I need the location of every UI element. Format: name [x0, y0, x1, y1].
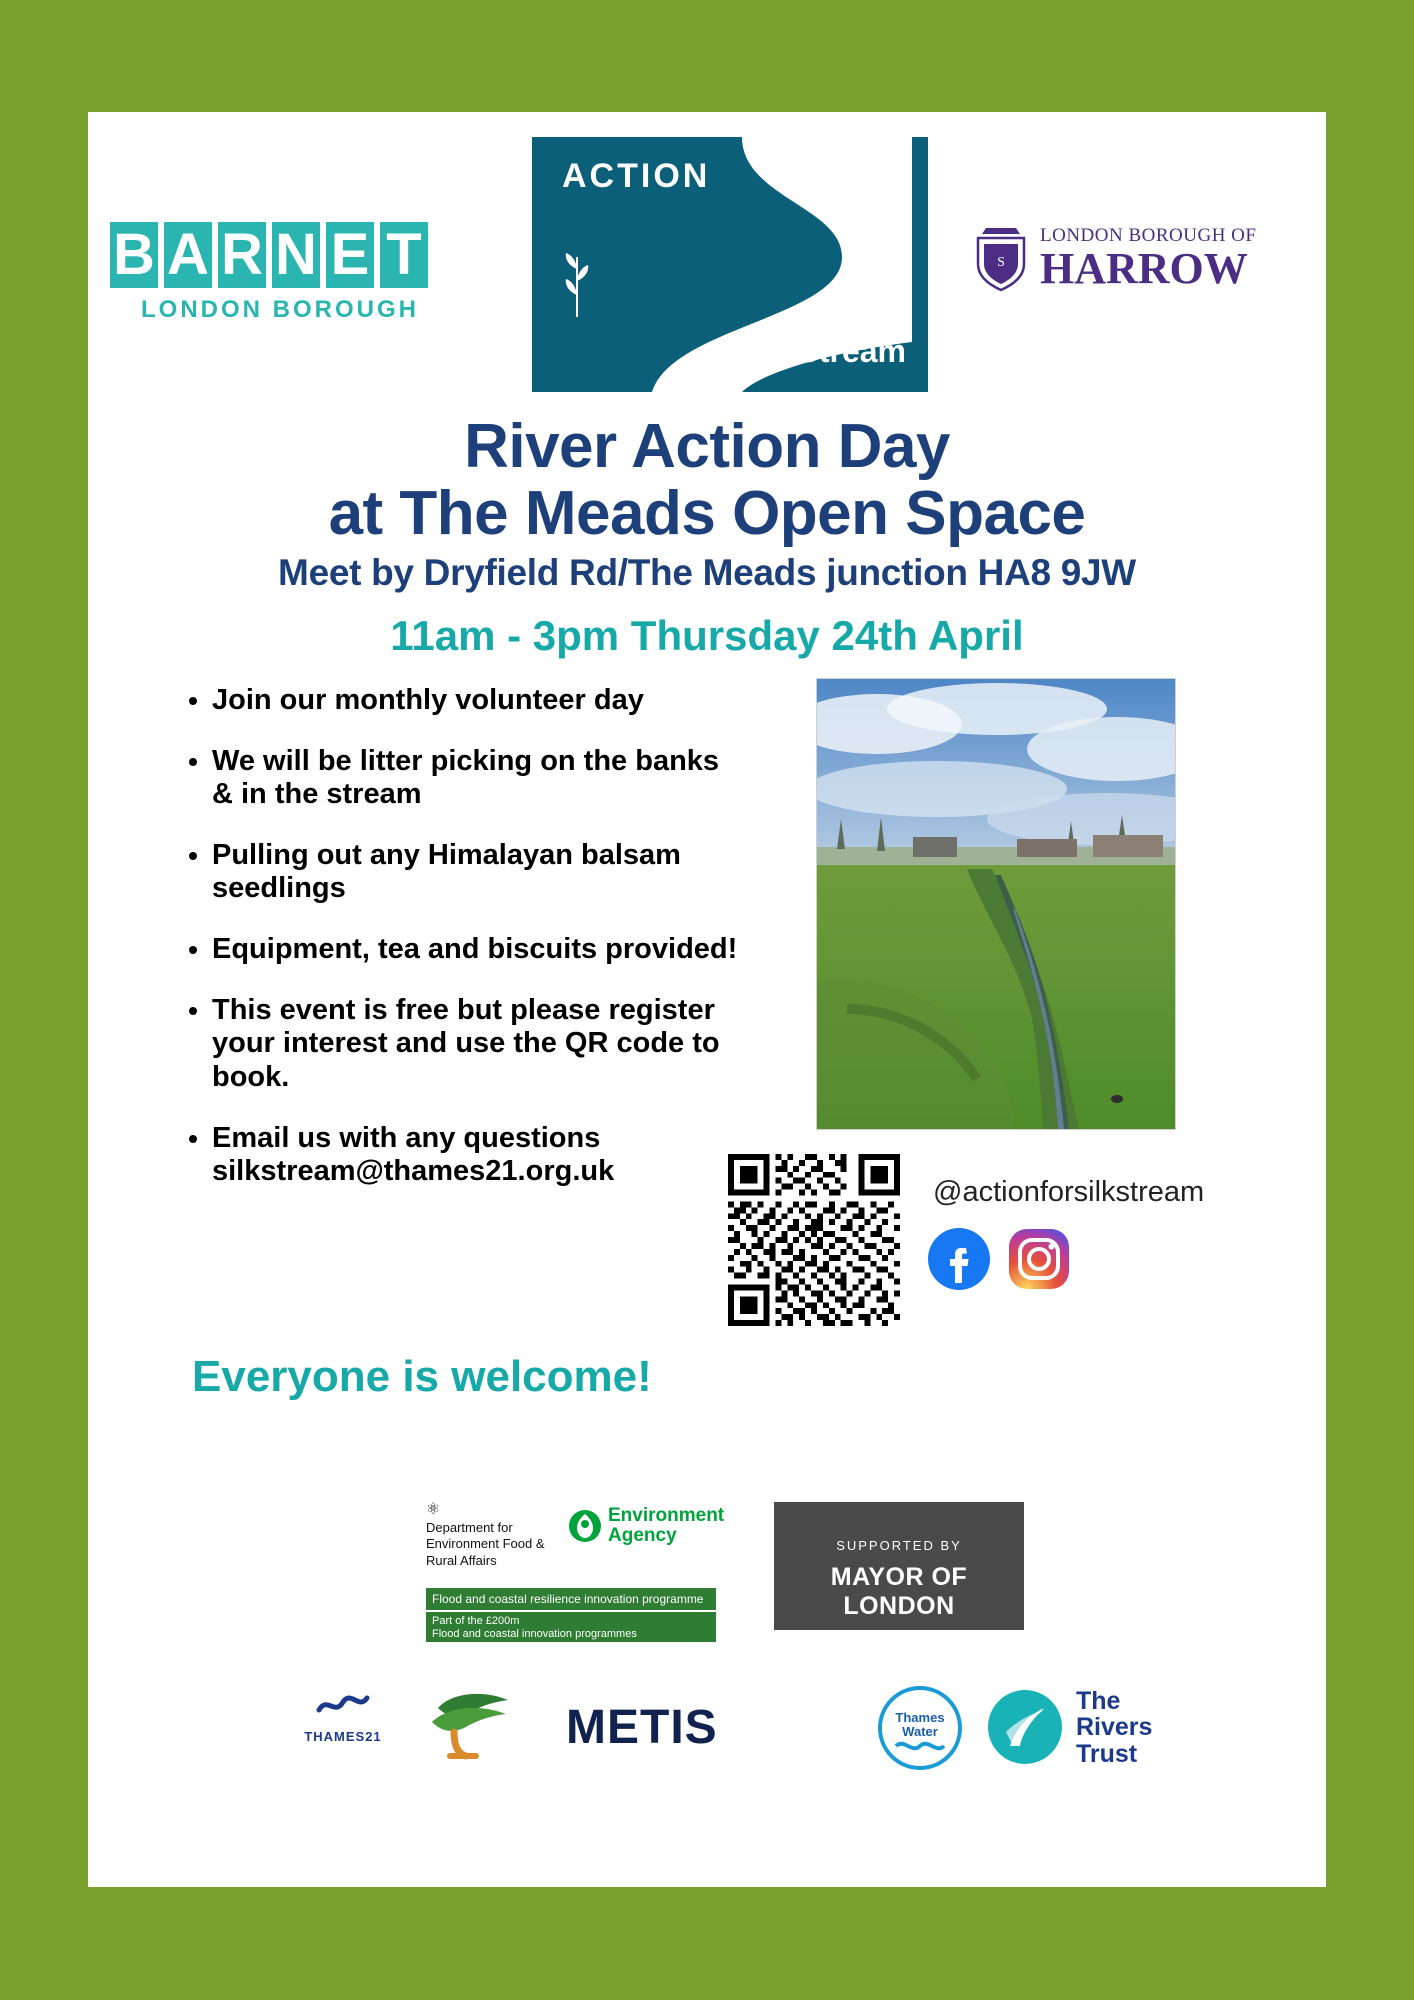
environment-agency-icon: [568, 1509, 602, 1543]
action-for-silk-stream-logo: [532, 137, 928, 392]
barnet-letter: A: [164, 222, 212, 288]
rivers-line3: Trust: [1076, 1739, 1138, 1768]
action-word: ACTION: [562, 157, 711, 195]
barnet-letters: [110, 222, 460, 288]
barnet-subtitle: LONDON BOROUGH: [141, 296, 419, 323]
harrow-text: [1040, 225, 1256, 291]
meadow-stream-photo: [816, 678, 1176, 1130]
flood-bar-2-main: Flood and coastal innovation programmes: [432, 1628, 637, 1641]
rivers-trust-logo: [986, 1688, 1152, 1767]
harrow-name: HARROW: [1040, 244, 1248, 293]
social-icons: [928, 1228, 1070, 1290]
harrow-crest-icon: [972, 224, 1030, 292]
rivers-line2: Rivers: [1076, 1713, 1153, 1742]
action-logo-box: [532, 137, 928, 392]
page-subtitle: Meet by Dryfield Rd/The Meads junction HA8 9JW: [278, 551, 1136, 593]
barnet-logo: [110, 222, 460, 324]
mayor-supported-label: SUPPORTED BY: [836, 1538, 962, 1553]
rivers-trust-icon: [986, 1688, 1064, 1766]
partner-logos: [88, 1672, 1326, 1792]
body-section: [88, 676, 1326, 1316]
plant-sprig-icon: [557, 247, 597, 317]
barnet-letter: B: [110, 222, 158, 288]
page-title-line1: River Action Day: [464, 412, 950, 481]
instagram-icon[interactable]: [1008, 1228, 1070, 1290]
rivers-line1: The: [1076, 1687, 1121, 1715]
funder-logos: [88, 1502, 1326, 1652]
metis-logo: [566, 1700, 718, 1755]
barnet-letter: R: [218, 222, 266, 288]
for-word: for: [871, 297, 906, 327]
event-time: 11am - 3pm Thursday 24th April: [390, 611, 1024, 659]
flood-bar-2-small: Part of the £200m: [432, 1615, 520, 1627]
barnet-letter: N: [272, 222, 320, 288]
poster: [88, 112, 1326, 1887]
barnet-letter: E: [326, 222, 374, 288]
qr-code[interactable]: [728, 1154, 900, 1326]
silk-stream-word: Silk Stream: [731, 333, 906, 369]
ea-line1: Environment: [608, 1505, 725, 1526]
rivers-trust-text: [1076, 1688, 1152, 1767]
svg-text:Water: Water: [902, 1724, 938, 1739]
environment-agency-text: [608, 1506, 724, 1546]
svg-text:Thames: Thames: [895, 1710, 945, 1725]
social-handle: @actionforsilkstream: [933, 1175, 1205, 1208]
poster-header: [88, 112, 1326, 412]
photo-graphic: [817, 679, 1175, 1129]
facebook-icon[interactable]: [928, 1228, 990, 1290]
environment-agency-logo: [568, 1506, 724, 1546]
list-item: • Join our monthly volunteer day: [212, 684, 742, 718]
harrow-logo: [972, 224, 1302, 292]
thames21-text: THAMES21: [304, 1729, 382, 1744]
list-item: • Email us with any questions silkstream@thames21.org.uk: [212, 1122, 742, 1189]
list-item: • We will be litter picking on the banks & in the stream: [212, 745, 742, 812]
mayor-name: MAYOR OF LONDON: [830, 1563, 968, 1620]
harrow-prefix: LONDON BOROUGH OF: [1040, 225, 1257, 246]
thames21-logo: [288, 1690, 398, 1744]
thames21-wave-icon: [313, 1690, 373, 1720]
mayor-of-london-logo: [774, 1502, 1024, 1630]
defra-logo: [426, 1502, 556, 1569]
thames-water-logo: [878, 1686, 962, 1770]
title-block: [88, 414, 1326, 594]
metis-text: METIS: [566, 1701, 718, 1754]
ea-line2: Agency: [608, 1524, 677, 1546]
barnet-letter: T: [380, 222, 428, 288]
flood-programme-bar-1: Flood and coastal resilience innovation programme: [426, 1588, 716, 1610]
list-item: • Pulling out any Himalayan balsam seedlings: [212, 839, 742, 906]
page-title-line2: at The Meads Open Space: [328, 478, 1086, 548]
bullet-list: [184, 684, 742, 1216]
welcome-message: Everyone is welcome!: [192, 1352, 652, 1401]
citizen-zoo-logo: [418, 1682, 528, 1762]
list-item: • Equipment, tea and biscuits provided!: [212, 933, 742, 967]
svg-text:S: S: [997, 255, 1005, 270]
defra-text: Department for Environment Food & Rural Affairs: [426, 1520, 545, 1568]
crown-icon: ⚛: [426, 1501, 441, 1518]
list-item: • This event is free but please register your interest and use the QR code to book.: [212, 994, 742, 1095]
flood-programme-bar-2: [426, 1612, 716, 1642]
